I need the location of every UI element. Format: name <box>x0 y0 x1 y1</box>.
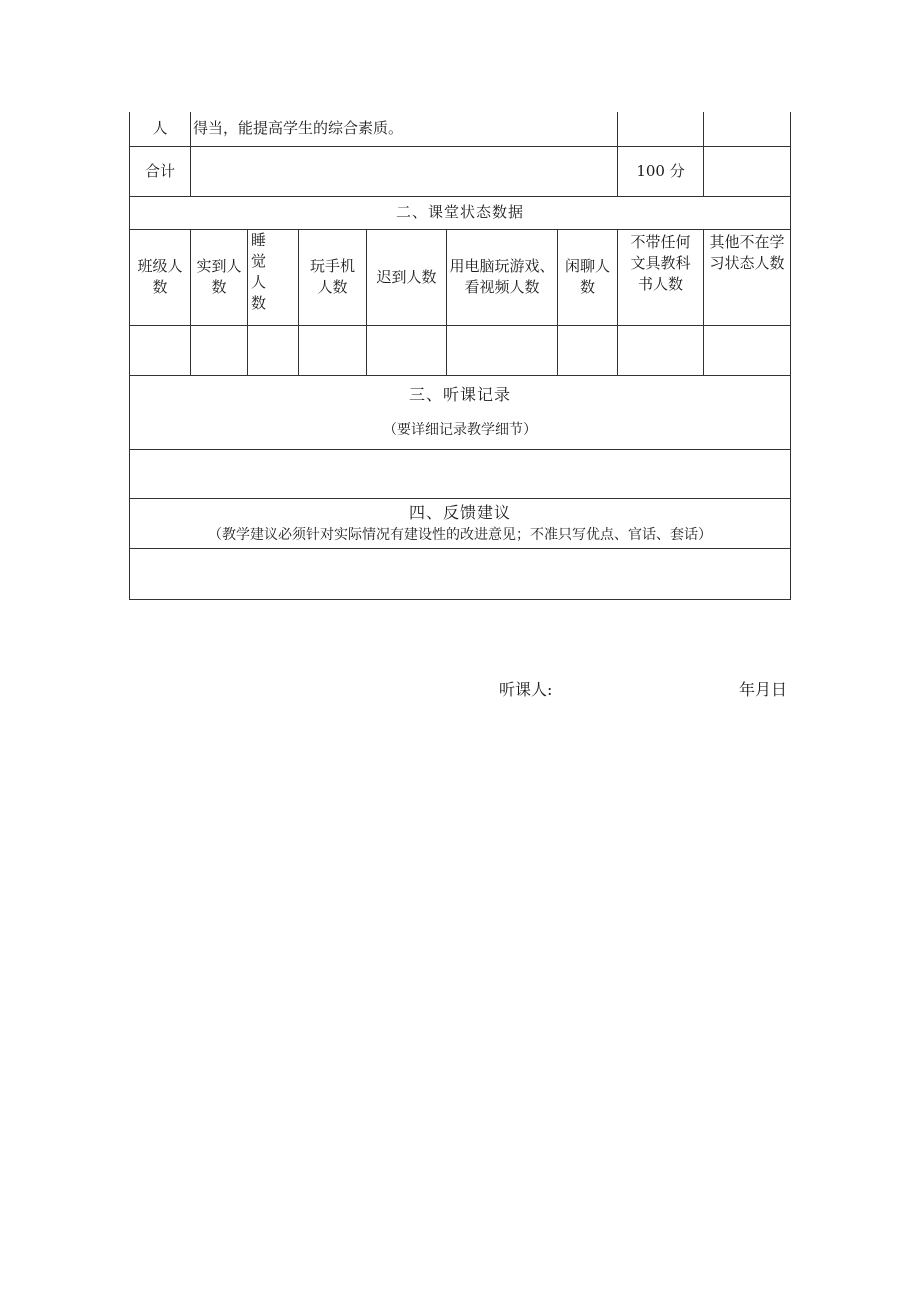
section4-header <box>130 498 791 548</box>
feedback-field[interactable] <box>130 548 791 599</box>
value-other[interactable] <box>704 325 791 375</box>
header-late: 迟到人数 <box>367 229 447 325</box>
header-present: 实到人 数 <box>191 229 248 325</box>
header-no-books: 不带任何 文具教科 书人数 <box>618 229 704 325</box>
section4-content-row <box>130 548 791 599</box>
total-remark-cell[interactable] <box>704 146 791 196</box>
criteria-label-cell: 人 <box>130 112 191 146</box>
state-value-row <box>130 325 791 375</box>
criteria-row-end <box>130 112 791 146</box>
state-header-row <box>130 229 791 325</box>
criteria-description-cell: 得当，能提高学生的综合素质。 <box>191 112 618 146</box>
section3-title-row <box>130 375 791 449</box>
lesson-evaluation-table <box>129 112 791 600</box>
total-blank-cell[interactable] <box>191 146 618 196</box>
section2-title-row <box>130 196 791 229</box>
date-label: 年月日 <box>739 680 788 699</box>
value-no-books[interactable] <box>618 325 704 375</box>
header-other: 其他不在学 习状态人数 <box>704 229 791 325</box>
listener-signature-label: 听课人: <box>499 680 553 699</box>
section4-title: 四、反馈建议 <box>409 503 512 522</box>
score-cell[interactable] <box>618 112 704 146</box>
section2-title: 二、课堂状态数据 <box>130 196 791 229</box>
value-chat[interactable] <box>558 325 618 375</box>
section3-title: 三、听课记录 <box>409 385 512 404</box>
header-phone: 玩手机 人数 <box>299 229 367 325</box>
total-label: 合计 <box>130 146 191 196</box>
value-class-count[interactable] <box>130 325 191 375</box>
value-sleep[interactable] <box>248 325 299 375</box>
total-score: 100 分 <box>618 146 704 196</box>
total-row <box>130 146 791 196</box>
header-computer: 用电脑玩游戏、 看视频人数 <box>447 229 558 325</box>
lesson-record-field[interactable] <box>130 449 791 498</box>
header-chat: 闲聊人 数 <box>558 229 618 325</box>
section3-note: （要详细记录教学细节） <box>383 422 537 438</box>
value-phone[interactable] <box>299 325 367 375</box>
value-present[interactable] <box>191 325 248 375</box>
section4-note: （教学建议必须针对实际情况有建设性的改进意见；不准只写优点、官话、套话） <box>208 527 712 543</box>
remark-cell[interactable] <box>704 112 791 146</box>
header-sleep: 睡 觉 人 数 <box>248 229 299 325</box>
value-computer[interactable] <box>447 325 558 375</box>
header-class-count: 班级人 数 <box>130 229 191 325</box>
section3-header <box>130 375 791 449</box>
section3-content-row <box>130 449 791 498</box>
value-late[interactable] <box>367 325 447 375</box>
section4-title-row <box>130 498 791 548</box>
